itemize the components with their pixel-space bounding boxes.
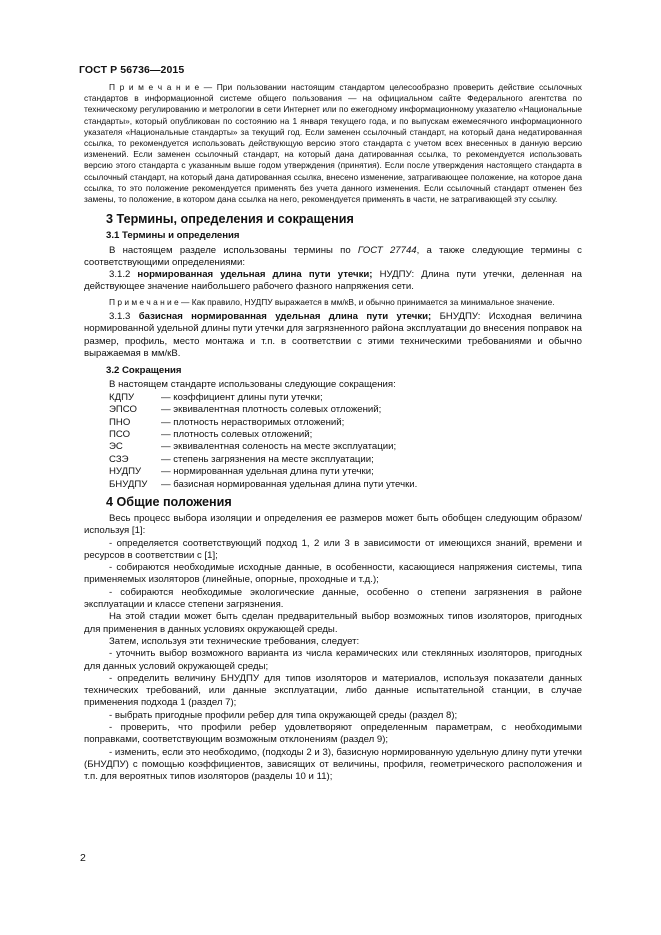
page-number: 2: [80, 852, 86, 864]
term-definition: : Исходная величина нормированной удельной длины пути утечки для загрязненного района эксплуатации до внесения поправок на размер, профиль, место монтажа и т.п. в соответствии с этими техническими требованиями и обычно выражаемая в мм/кВ.: [84, 310, 582, 359]
term-name: нормированная удельная длина пути утечки;: [137, 269, 373, 281]
subsection-3-2-title: 3.2 Сокращения: [106, 365, 182, 377]
paragraph: На этой стадии может быть сделан предварительный выбор возможных типов изоляторов, пригодных для применения в данных условиях окружающей среды.: [84, 611, 582, 635]
gost-reference: ГОСТ 27744: [357, 244, 417, 256]
abbreviation: НУДПУ: [109, 466, 142, 478]
terms-intro: [84, 245, 582, 270]
paragraph: Весь процесс выбора изоляции и определения ее размеров может быть обобщен следующим образом/ используя [1]:: [84, 512, 582, 537]
abbreviation: СЗЭ: [109, 453, 129, 465]
abbreviation: КДПУ: [109, 391, 135, 403]
abbreviation-meaning: — эквивалентная соленость на месте эксплуатации;: [161, 441, 397, 453]
list-item: [109, 417, 582, 429]
paragraph: - уточнить выбор возможного варианта из числа керамических или стеклянных изоляторов, пригодных для данных условий окружающей среды;: [84, 648, 582, 672]
abbreviation: ЭПСО: [109, 404, 137, 416]
term-number: 3.1.3: [109, 310, 139, 322]
list-item: [109, 404, 582, 416]
note-nudpu: [84, 297, 582, 308]
paragraph: - проверить, что профили ребер удовлетворяют определенным параметрам, с необходимыми поправками, соответствующим возможным отклонениям (раздел 9);: [84, 722, 582, 746]
standard-header: ГОСТ Р 56736—2015: [79, 64, 185, 76]
note-label: П р и м е ч а н и е: [109, 296, 179, 307]
paragraph: Затем, используя эти технические требования, следует:: [109, 635, 360, 647]
term-3-1-2: [84, 269, 582, 294]
paragraph: - изменить, если это необходимо, (подходы 2 и 3), базисную нормированную удельную длину пути утечки (БНУДПУ) с помощью коэффициентов, зависящих от величины, профиля, геометрического расположения и т.п. для вероятных типов изоляторов (разделы 10 и 11);: [84, 746, 582, 783]
paragraph: - собираются необходимые исходные данные, в особенности, касающиеся напряжения системы, типа применяемых изоляторов (линейные, опорные, проходные и т.д.);: [84, 562, 582, 586]
terms-intro-text: В настоящем разделе использованы термины по: [109, 244, 358, 256]
list-item: [109, 441, 582, 453]
page-content: [84, 82, 582, 783]
abbreviation-meaning: — плотность нерастворимых отложений;: [161, 416, 345, 428]
list-item: [109, 454, 582, 466]
abbreviation: ЭС: [109, 441, 123, 453]
term-name: базисная нормированная удельная длина пути утечки;: [138, 310, 432, 322]
abbreviations-list: [84, 392, 582, 491]
abbreviation-meaning: — степень загрязнения на месте эксплуатации;: [161, 453, 374, 465]
term-number: 3.1.2: [109, 269, 138, 281]
subsection-3-1-title: 3.1 Термины и определения: [106, 230, 240, 242]
term-3-1-3: [84, 311, 582, 360]
note-text: — Как правило, НУДПУ выражается в мм/кВ, и обычно принимается за минимальное значение.: [178, 296, 555, 307]
abbreviation-meaning: — плотность солевых отложений;: [161, 428, 313, 440]
term-abbreviation: БНУДПУ: [431, 310, 478, 322]
abbreviations-intro: В настоящем стандарте использованы следующие сокращения:: [109, 379, 396, 391]
abbreviation-meaning: — базисная нормированная удельная длина пути утечки.: [161, 478, 418, 490]
list-item: [109, 479, 582, 491]
abbreviation: ПНО: [109, 416, 131, 428]
note-referenced-standards: [84, 82, 582, 205]
abbreviation-meaning: — эквивалентная плотность солевых отложений;: [161, 404, 382, 416]
abbreviation: ПСО: [109, 428, 131, 440]
paragraph: - собираются необходимые экологические данные, особенно о степени загрязнения в районе эксплуатации и классе степени загрязнения.: [84, 586, 582, 611]
term-abbreviation: НУДПУ: [372, 269, 412, 281]
abbreviation-meaning: — коэффициент длины пути утечки;: [161, 391, 323, 403]
section-4-title: 4 Общие положения: [106, 494, 232, 509]
paragraph: - определить величину БНУДПУ для типов изоляторов и материалов, используя показатели данных технических требований, или данные эксплуатации, либо данные испытательной станции, в случае применения подхода 1 (раздел 7);: [84, 672, 582, 709]
note-text: — При пользовании настоящим стандартом целесообразно проверить действие ссылочных стандартов в информационной системе общего пользования — на официальном сайте Федерального агентства по техническому регулированию и метрологии в сети Интернет или по ежегодному информационному указателю «Национальные стандарты», который опубликован по состоянию на 1 января текущего года, и по выпускам ежемесячного информационного указателя «Национальные стандарты» за текущий год. Если заменен ссылочный стандарт, на который дана недатированная ссылка, то рекомендуется использовать действующую версию этого стандарта с учетом всех внесенных в данную версию изменений. Если заменен ссылочный стандарт, на который дана датированная ссылка, то рекомендуется использовать версию этого стандарта с указанным выше годом утверждения (принятия). Если после утверждения настоящего стандарта в ссылочный стандарт, на который дана датированная ссылка, внесено изменение, затрагивающее положение, на которое дана ссылка, то это положение рекомендуется применять без учета данного изменения. Если ссылочный стандарт отменен без замены, то положение, в котором дана ссылка на него, рекомендуется применять в части, не затрагивающей эту ссылку.: [84, 82, 582, 205]
terms-intro-text-end: , а также следующие термины с соответствующими определениями:: [84, 244, 582, 268]
note-label: П р и м е ч а н и е: [109, 82, 200, 92]
paragraph: - определяется соответствующий подход 1, 2 или 3 в зависимости от имеющихся знаний, времени и ресурсов в соответствии с [1];: [84, 537, 582, 561]
list-item: [109, 429, 582, 441]
list-item: [109, 466, 582, 478]
abbreviation-meaning: — нормированная удельная длина пути утечки;: [161, 466, 374, 478]
section-3-title: 3 Термины, определения и сокращения: [106, 212, 354, 227]
paragraph: - выбрать пригодные профили ребер для типа окружающей среды (раздел 8);: [109, 709, 458, 721]
list-item: [109, 392, 582, 404]
abbreviation: БНУДПУ: [109, 478, 148, 490]
term-definition: : Длина пути утечки, деленная на действующее значение наибольшего рабочего фазного напряжения сети.: [84, 269, 582, 293]
